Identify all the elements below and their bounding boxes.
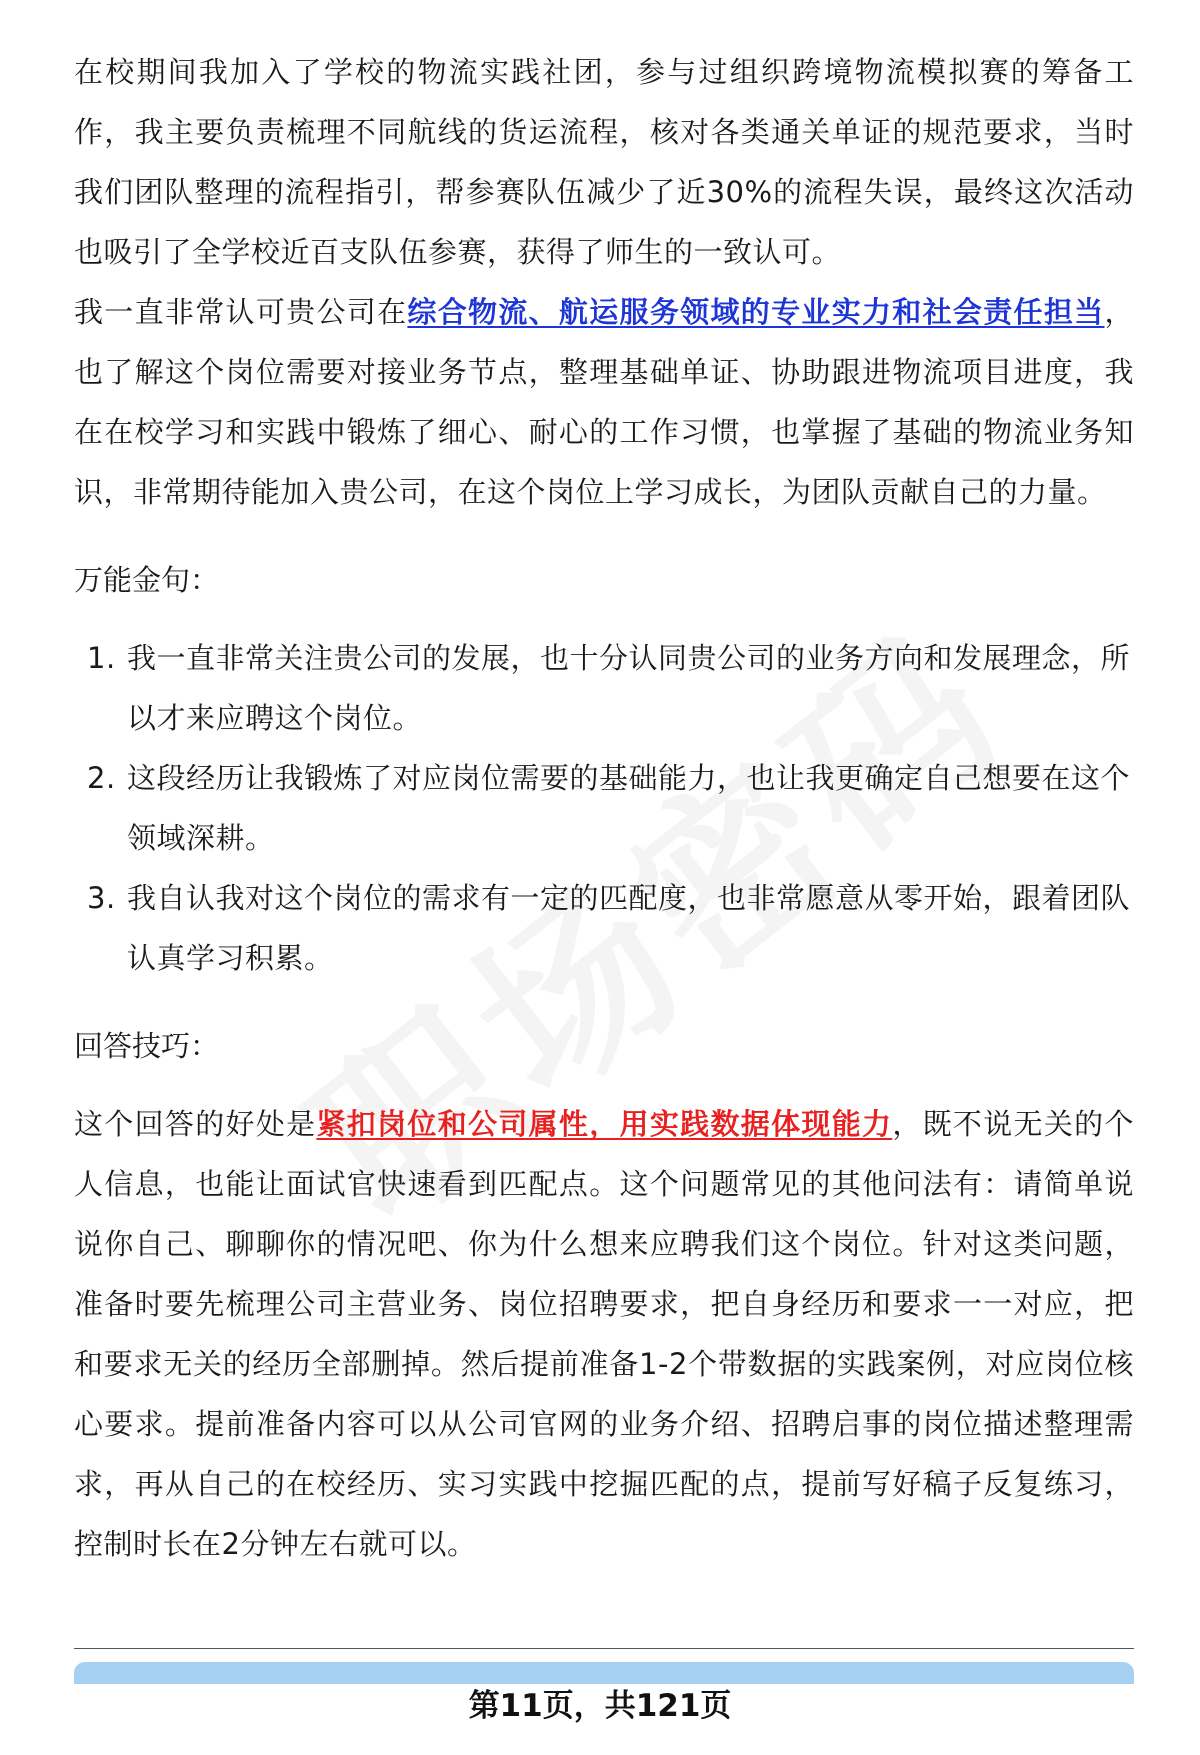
paragraph-answer-tips-start: 这个回答的好处是 bbox=[74, 1107, 317, 1141]
list-item bbox=[74, 868, 1134, 988]
golden-sentences-list bbox=[74, 628, 1134, 988]
footer-divider bbox=[74, 1648, 1134, 1649]
list-item bbox=[74, 628, 1134, 748]
list-item-number: 1. bbox=[87, 641, 116, 675]
highlight-answer-benefit: 紧扣岗位和公司属性，用实践数据体现能力 bbox=[316, 1107, 893, 1141]
paragraph-answer-tips-end: ，既不说无关的个人信息，也能让面试官快速看到匹配点。这个问题常见的其他问法有：请简单说说你自己、聊聊你的情况吧、你为什么想来应聘我们这个岗位。针对这类问题，准备时要先梳理公司主营业务、岗位招聘要求，把自身经历和要求一一对应，把和要求无关的经历全部删掉。然后提前准备1-2个带数据的实践案例，对应岗位核心要求。提前准备内容可以从公司官网的业务介绍、招聘启事的岗位描述整理需求，再从自己的在校经历、实习实践中挖掘匹配的点，提前写好稿子反复练习，控制时长在2分钟左右就可以。 bbox=[74, 1107, 1134, 1561]
paragraph-answer-tips bbox=[74, 1094, 1134, 1574]
paragraph-company-fit-end: ，也了解这个岗位需要对接业务节点，整理基础单证、协助跟进物流项目进度，我在在校学习和实践中锻炼了细心、耐心的工作习惯，也掌握了基础的物流业务知识，非常期待能加入贵公司，在这个岗位上学习成长，为团队贡献自己的力量。 bbox=[74, 295, 1134, 509]
paragraph-company-fit bbox=[74, 282, 1134, 522]
list-item-text: 这段经历让我锻炼了对应岗位需要的基础能力，也让我更确定自己想要在这个领域深耕。 bbox=[127, 761, 1131, 855]
highlight-company-strength: 综合物流、航运服务领域的专业实力和社会责任担当 bbox=[407, 295, 1105, 329]
document-body bbox=[74, 42, 1134, 1574]
list-item-text: 我一直非常关注贵公司的发展，也十分认同贵公司的业务方向和发展理念，所以才来应聘这个岗位。 bbox=[127, 641, 1131, 735]
list-item-number: 3. bbox=[87, 881, 116, 915]
paragraph-experience: 在校期间我加入了学校的物流实践社团，参与过组织跨境物流模拟赛的筹备工作，我主要负责梳理不同航线的货运流程，核对各类通关单证的规范要求，当时我们团队整理的流程指引，帮参赛队伍减少了近30%的流程失误，最终这次活动也吸引了全学校近百支队伍参赛，获得了师生的一致认可。 bbox=[74, 55, 1134, 269]
golden-sentences-heading: 万能金句： bbox=[74, 563, 220, 597]
page-number: 第11页，共121页 bbox=[468, 1688, 732, 1724]
list-item-number: 2. bbox=[87, 761, 116, 795]
list-item bbox=[74, 748, 1134, 868]
answer-tips-heading: 回答技巧： bbox=[74, 1029, 220, 1063]
paragraph-company-fit-start: 我一直非常认可贵公司在 bbox=[74, 295, 408, 329]
list-item-text: 我自认我对这个岗位的需求有一定的匹配度，也非常愿意从零开始，跟着团队认真学习积累。 bbox=[127, 881, 1131, 975]
